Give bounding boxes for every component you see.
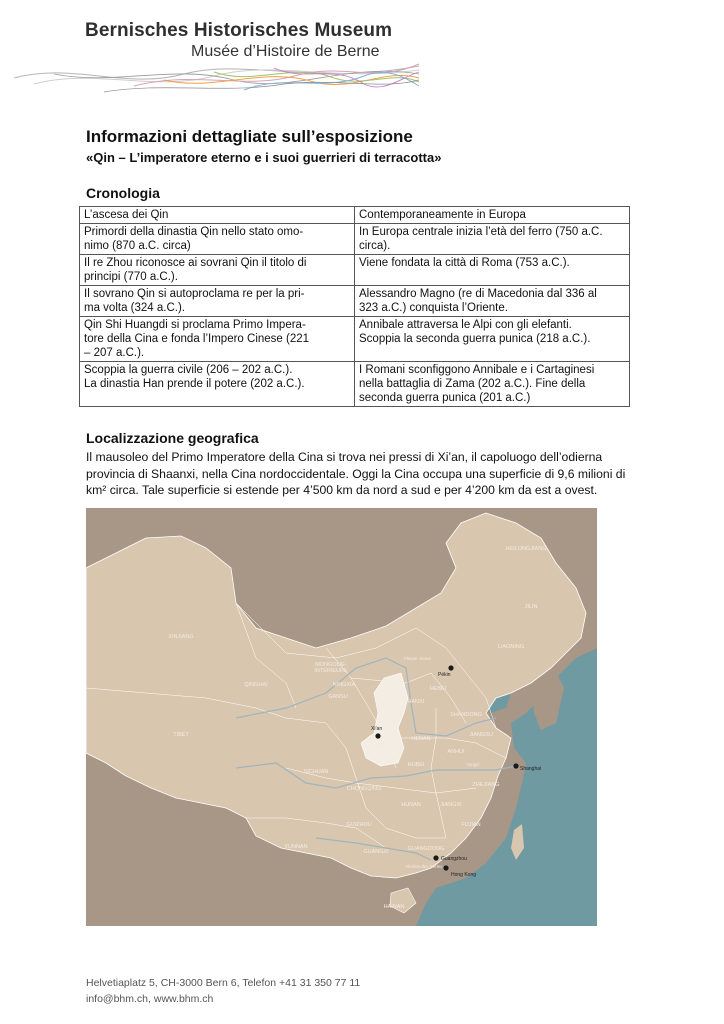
province-label: SHAANXI (373, 742, 399, 748)
table-cell-europe: In Europa centrale inizia l’età del ferro (750 a.C. circa). (355, 224, 630, 255)
province-label: FUJIAN (461, 822, 481, 828)
province-label: GUANGDONG (407, 846, 445, 852)
province-label: GUANGXI (363, 849, 389, 855)
river-label: Fleuve Jaune (404, 656, 432, 661)
museum-name-fr: Musée d’Histoire de Berne (191, 43, 380, 60)
geography-heading: Localizzazione geografica (86, 430, 259, 446)
province-label: MONGOLIE-INTÉRIEURE (314, 662, 348, 674)
province-label: SHANXI (403, 699, 425, 705)
chronology-table-body (80, 207, 630, 407)
table-cell-qin: Primordi della dinastia Qin nello stato omo- nimo (870 a.C. circa) (80, 224, 355, 255)
province-label: JIANGXI (440, 802, 462, 808)
table-cell-qin: Il re Zhou riconosce ai sovrani Qin il titolo di principi (770 a.C.). (80, 255, 355, 286)
city-label: Shanghai (520, 766, 542, 772)
table-row (80, 255, 630, 286)
page-footer (86, 975, 360, 1007)
river-label: Rivière des Perles (406, 864, 443, 869)
province-label: TIBET (173, 732, 189, 738)
museum-name-de: Bernisches Historisches Museum (85, 20, 393, 41)
province-label: CHONGQING (346, 786, 382, 792)
province-label: HENAN (411, 736, 431, 742)
province-label: QINGHAI (244, 682, 268, 688)
province-label: GANSU (328, 694, 348, 700)
city-label: Xi’an (371, 726, 383, 732)
river-label: Yangzi (466, 762, 480, 767)
footer-contact: info@bhm.ch, www.bhm.ch (86, 993, 214, 1005)
province-label: SHANDONG (450, 712, 482, 718)
province-label: HUBEI (407, 762, 425, 768)
page-subtitle: «Qin – L’imperatore eterno e i suoi guerrieri di terracotta» (86, 150, 442, 165)
province-label: HEILONGJIANG (505, 546, 547, 552)
logo-waves-graphic (14, 56, 424, 96)
province-label: YUNNAN (284, 844, 308, 850)
table-cell-qin: Qin Shi Huangdi si proclama Primo Impera- tore della Cina e fonda l’Impero Cinese (221 – 207 a.C.). (80, 317, 355, 362)
chronology-table (79, 206, 630, 407)
province-label: ANHUI (447, 749, 465, 755)
province-label: ZHEJIANG (472, 782, 500, 788)
table-cell-qin: Scoppia la guerra civile (206 – 202 a.C.). La dinastia Han prende il potere (202 a.C.). (80, 362, 355, 407)
city-dot-guangzhou (433, 855, 438, 860)
city-dot-hongkong (443, 865, 448, 870)
footer-address: Helvetiaplatz 5, CH-3000 Bern 6, Telefon +41 31 350 77 11 (86, 977, 361, 989)
province-label: GUIZHOU (346, 822, 372, 828)
city-dot-pekin (448, 665, 453, 670)
city-dot-shanghai (513, 763, 518, 768)
province-label: HAINAN (383, 904, 405, 910)
city-label: Hong Kong (451, 872, 477, 878)
city-label: Guangzhou (441, 856, 467, 862)
china-map (86, 508, 597, 926)
province-label: NINGXIA (332, 682, 356, 688)
table-cell-europe: Alessandro Magno (re di Macedonia dal 336 al 323 a.C.) conquista l’Oriente. (355, 286, 630, 317)
table-cell-europe: Annibale attraversa le Alpi con gli elefanti. Scoppia la seconda guerra punica (218 a.C.). (355, 317, 630, 362)
city-dot-xian (375, 733, 380, 738)
page-title: Informazioni dettagliate sull’esposizione (86, 127, 413, 146)
province-label: LIAONING (497, 644, 525, 650)
museum-logo (85, 20, 392, 61)
column-header-qin: L’ascesa dei Qin (80, 207, 355, 224)
chronology-heading: Cronologia (86, 185, 160, 201)
column-header-europe: Contemporaneamente in Europa (355, 207, 630, 224)
province-label: JIANGSU (469, 732, 493, 738)
table-cell-europe: Viene fondata la città di Roma (753 a.C.). (355, 255, 630, 286)
table-cell-qin: Il sovrano Qin si autoproclama re per la pri- ma volta (324 a.C.). (80, 286, 355, 317)
province-label: SICHUAN (303, 769, 329, 775)
city-label: Pékin (438, 672, 451, 678)
province-label: HUNAN (401, 802, 421, 808)
province-label: HEBEI (429, 686, 447, 692)
table-row (80, 362, 630, 407)
table-row (80, 317, 630, 362)
province-label: XINJIANG (168, 634, 194, 640)
table-row (80, 224, 630, 255)
table-cell-europe: I Romani sconfiggono Annibale e i Cartaginesi nella battaglia di Zama (202 a.C.). Fine della seconda guerra punica (201 a.C.) (355, 362, 630, 407)
province-label: JILIN (524, 604, 538, 610)
geography-paragraph: Il mausoleo del Primo Imperatore della Cina si trova nei pressi di Xi’an, il capoluogo dell’odierna provincia di Shaanxi, nella Cina nordoccidentale. Oggi la Cina occupa una superficie di 9,6 milioni di km² circa. Tale superficie si estende per 4’500 km da nord a sud e per 4’200 km da est a ovest. (86, 450, 626, 497)
table-header-row (80, 207, 630, 224)
table-row (80, 286, 630, 317)
